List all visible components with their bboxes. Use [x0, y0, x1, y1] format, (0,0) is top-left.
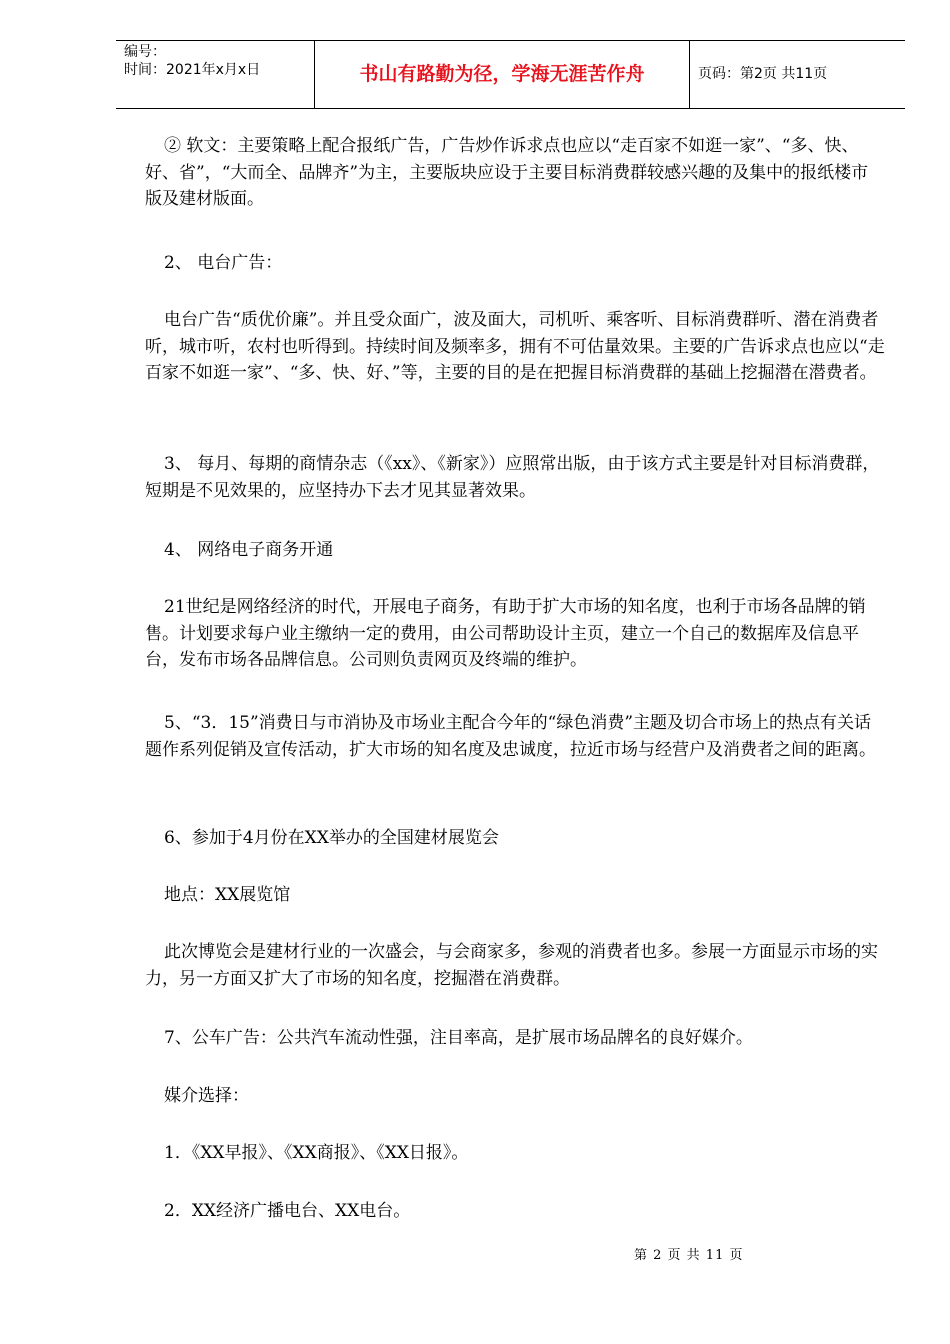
header-meta-cell	[116, 41, 315, 108]
header-page-cell	[690, 41, 905, 108]
list-item-newspapers: 1．《XX早报》、《XX商报》、《XX日报》。	[164, 1143, 469, 1163]
paragraph-exhibition: 此次博览会是建材行业的一次盛会，与会商家多，参观的消费者也多。参展一方面显示市场的实力，另一方面又扩大了市场的知名度，挖掘潜在消费群。	[145, 942, 878, 989]
heading-exhibition: 6、参加于4月份在XX举办的全国建材展览会	[164, 828, 499, 848]
paragraph-exhibition-location: 地点：XX展览馆	[164, 885, 291, 905]
page-header	[116, 40, 905, 109]
heading-ecommerce: 4、 网络电子商务开通	[164, 540, 334, 560]
paragraph-bus-ads: 7、公车广告：公共汽车流动性强，注目率高，是扩展市场品牌名的良好媒介。	[164, 1028, 753, 1048]
header-motto: 书山有路勤为径，学海无涯苦作舟	[359, 63, 645, 85]
paragraph-radio-ads: 电台广告“质优价廉”。并且受众面广，波及面大，司机听、乘客听、目标消费群听、潜在消费者听，城市听，农村也听得到。持续时间及频率多，拥有不可估量效果。主要的广告诉求点也应以“走百家不如逛一家”、“多、快、好、”等，主要的目的是在把握目标消费群的基础上挖掘潜在潜费者。	[145, 310, 885, 383]
document-number-label: 编号：	[124, 44, 166, 60]
document-time-label: 时间：2021年x月x日	[124, 62, 261, 78]
header-page-number: 页码：第2页 共11页	[698, 66, 828, 82]
heading-media-selection: 媒介选择：	[164, 1086, 249, 1106]
paragraph-soft-article: ② 软文：主要策略上配合报纸广告，广告炒作诉求点也应以“走百家不如逛一家”、“多、快、好、省”，“大而全、品牌齐”为主，主要版块应设于主要目标消费群较感兴趣的及集中的报纸楼市版及建材版面。	[145, 136, 869, 209]
page-footer: 第 2 页 共 11 页	[634, 1248, 744, 1263]
paragraph-ecommerce: 21世纪是网络经济的时代，开展电子商务，有助于扩大市场的知名度，也利于市场各品牌的销售。计划要求每户业主缴纳一定的费用，由公司帮助设计主页，建立一个自己的数据库及信息平台，发布市场各品牌信息。公司则负责网页及终端的维护。	[145, 597, 866, 670]
paragraph-consumer-day: 5、“3．15”消费日与市消协及市场业主配合今年的“绿色消费”主题及切合市场上的热点有关话题作系列促销及宣传活动，扩大市场的知名度及忠诚度，拉近市场与经营户及消费者之间的距离。	[145, 713, 876, 760]
heading-radio-ads: 2、 电台广告：	[164, 253, 283, 273]
paragraph-magazines: 3、 每月、每期的商情杂志（《xx》、《新家》）应照常出版，由于该方式主要是针对目标消费群，短期是不见效果的，应坚持办下去才见其显著效果。	[145, 454, 880, 501]
list-item-radio-stations: 2．XX经济广播电台、XX电台。	[164, 1201, 411, 1221]
header-motto-cell	[315, 41, 690, 108]
